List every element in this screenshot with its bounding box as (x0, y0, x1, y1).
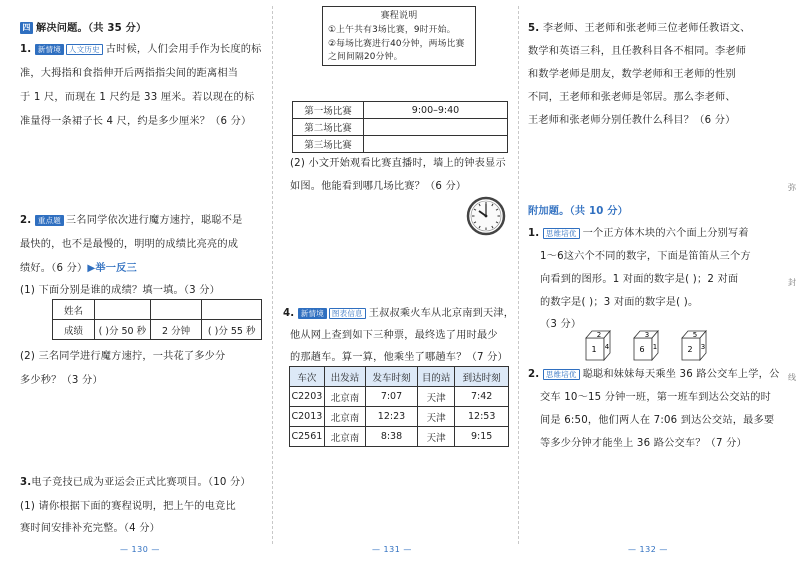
cube-face-top: 3 (644, 331, 650, 339)
binding-mark: 封 (788, 278, 796, 287)
binding-mark: 线 (788, 373, 796, 382)
q1-line-4: 准量得一条裙子长 4 尺，约是多少厘米？（6 分） (20, 116, 252, 127)
tag-culture-history: 人文历史 (66, 44, 103, 55)
cube-face-side: 1 (652, 343, 658, 351)
schedule-table (292, 101, 508, 153)
section-title: 解决问题。（共 35 分） (36, 23, 147, 34)
q5-line-5: 王老师和张老师分别任教什么科目？（6 分） (528, 115, 736, 126)
q2-sub1: (1) 下面分别是谁的成绩？填一填。（3 分） (20, 285, 221, 296)
q3-sub1-line-1: (1) 请你根据下面的赛程说明，把上午的电竞比 (20, 501, 236, 512)
page-number: — 132 — (628, 545, 668, 554)
page-132 (518, 0, 800, 566)
cube-icon (682, 331, 706, 360)
cube-face-front: 2 (687, 345, 693, 354)
rule-line: 之间间隔20分钟。 (328, 52, 403, 62)
answer-cell[interactable] (364, 136, 508, 153)
q4-line-1: 4. 新情境 图表信息 王叔叔乘火车从北京南到天津， (283, 308, 515, 319)
table-cell[interactable]: ( )分 50 秒 (95, 320, 151, 340)
tag-chart-info: 图表信息 (329, 308, 366, 319)
b1-line-1: 1. 思维培优 一个正方体木块的六个面上分别写着 (528, 228, 749, 239)
b1-line-5: （3 分） (540, 319, 582, 330)
b2-line-3: 间是 6:50，他们两人在 7:06 到达公交站，最多要 (540, 415, 775, 426)
q3-sub2-line-2: 如图。他能看到哪几场比赛？（6 分） (290, 181, 467, 192)
q3-sub1-line-2: 赛时间安排补充完整。（4 分） (20, 523, 161, 534)
table-row: 第三场比赛 (293, 136, 508, 153)
q2-sub2-line-1: (2) 三名同学进行魔方速拧，一共花了多少分 (20, 351, 226, 362)
name-input-cell[interactable] (150, 300, 202, 320)
table-row: C2203 北京南 7:07 天津 7:42 (290, 387, 509, 407)
tag-thinking: 思维培优 (543, 228, 580, 239)
q5-line-4: 不同，王老师和张老师是邻居。那么李老师、 (528, 92, 736, 103)
table-cell: 2 分钟 (150, 320, 202, 340)
table-row (53, 300, 262, 320)
b2-line-2: 交车 10～15 分钟一班，第一班车到达公交站的时 (540, 392, 771, 403)
page-number: — 130 — (120, 545, 160, 554)
table-row: 第二场比赛 (293, 119, 508, 136)
q4-line-3: 的那趟车。算一算，他乘坐了哪趟车？（7 分） (290, 352, 508, 363)
q2-line-3: 绩好。（6 分）▶举一反三 (20, 263, 137, 274)
rules-box (322, 6, 476, 66)
cube-face-front: 1 (591, 345, 597, 354)
q5-line-2: 数学和英语三科，且任教科目各不相同。李老师 (528, 46, 747, 57)
cube-face-top: 2 (596, 331, 602, 339)
b1-line-4: 的数字是( )；3 对面的数字是( )。 (540, 297, 699, 308)
bonus-heading: 附加题。（共 10 分） (528, 206, 629, 217)
q5-line-1: 5. 李老师、王老师和张老师三位老师任教语文、 (528, 23, 751, 34)
q4-line-2: 他从网上查到如下三种票，最终选了用时最少 (290, 330, 498, 341)
b1-line-3: 向看到的图形。1 对面的数字是( )；2 对面 (540, 274, 739, 285)
q1-line-3: 于 1 尺，而现在 1 尺约是 33 厘米。若以现在的标 (20, 92, 255, 103)
name-input-cell[interactable] (95, 300, 151, 320)
section-number-icon: 四 (20, 22, 33, 34)
clock-icon (466, 196, 506, 236)
section-heading (20, 22, 146, 36)
rule-line: ②每场比赛进行40分钟，两场比赛 (328, 39, 465, 49)
tag-new-context: 新情境 (298, 308, 327, 319)
q1-line-2: 准，大拇指和食指伸开后两指指尖间的距离相当 (20, 68, 239, 79)
table-row: C2013 北京南 12:23 天津 12:53 (290, 407, 509, 427)
table-row: 第一场比赛 9:00–9:40 (293, 102, 508, 119)
cube-face-side: 3 (700, 343, 706, 351)
q5-line-3: 和数学老师是朋友，数学老师和王老师的性别 (528, 69, 736, 80)
page-131 (272, 0, 518, 566)
table-row: C2561 北京南 8:38 天津 9:15 (290, 427, 509, 447)
b2-line-4: 等多少分钟才能坐上 36 路公交车？（7 分） (540, 438, 747, 449)
cube-face-top: 5 (692, 331, 698, 339)
cube-icon (634, 331, 658, 360)
tag-new-context: 新情境 (35, 44, 64, 55)
rule-line: ①上午共有3场比赛，9时开始。 (328, 25, 456, 35)
binding-mark: 弥 (788, 183, 796, 192)
q1-line-1: 1. 新情境 人文历史 古时候，人们会用手作为长度的标 (20, 44, 262, 55)
q3-line-1: 3.电子竞技已成为亚运会正式比赛项目。（10 分） (20, 477, 251, 488)
table-cell: 成绩 (53, 320, 95, 340)
answer-cell[interactable] (364, 119, 508, 136)
follow-up-link[interactable]: ▶举一反三 (87, 263, 137, 274)
page-number: — 131 — (372, 545, 412, 554)
table-cell[interactable]: ( )分 55 秒 (202, 320, 262, 340)
cube-face-front: 6 (639, 345, 645, 354)
q3-sub2-line-1: (2) 小文开始观看比赛直播时，墙上的钟表显示 (290, 158, 506, 169)
table-row (53, 320, 262, 340)
table-cell: 姓名 (53, 300, 95, 320)
train-table (289, 366, 509, 447)
cube-views (584, 328, 734, 362)
q2-line-2: 最快的，也不是最慢的，明明的成绩比亮亮的成 (20, 239, 239, 250)
tag-key-question: 重点题 (35, 215, 64, 226)
q2-line-1: 2. 重点题 三名同学依次进行魔方速拧，聪聪不是 (20, 215, 243, 226)
cube-face-side: 4 (604, 343, 610, 351)
cube-icon (586, 331, 610, 360)
q2-sub2-line-2: 多少秒？（3 分） (20, 375, 103, 386)
b1-line-2: 1～6这六个不同的数字，下面是笛笛从三个方 (540, 251, 751, 262)
page-130 (0, 0, 272, 566)
tag-thinking: 思维培优 (543, 369, 580, 380)
name-input-cell[interactable] (202, 300, 262, 320)
rules-title: 赛程说明 (380, 11, 418, 21)
b2-line-1: 2. 思维培优 聪聪和妹妹每天乘坐 36 路公交车上学，公 (528, 369, 780, 380)
table-header-row: 车次 出发站 发车时刻 目的站 到达时刻 (290, 367, 509, 387)
score-table (52, 299, 262, 340)
